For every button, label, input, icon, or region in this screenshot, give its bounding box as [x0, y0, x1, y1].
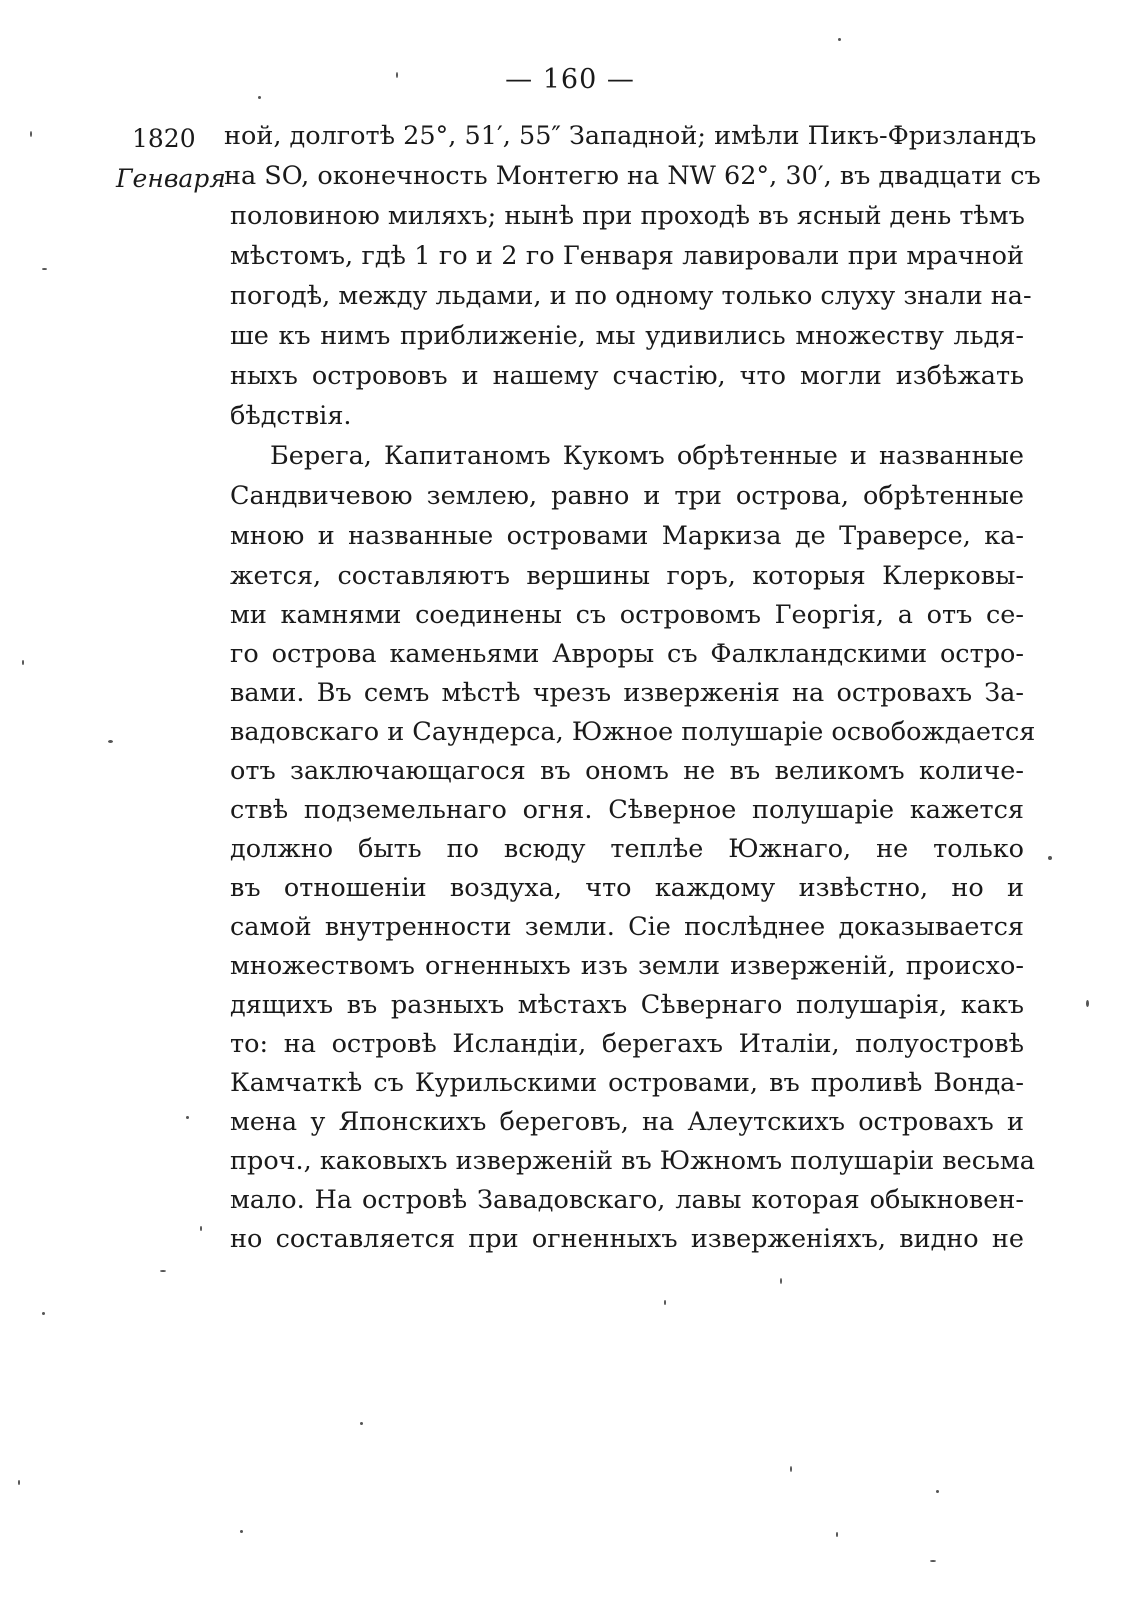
scan-speck: [360, 1422, 363, 1425]
text-line: ми камнями соединены съ островомъ Георгія, а отъ се-: [230, 600, 1024, 630]
text-line: вами. Въ семъ мѣстѣ чрезъ изверженія на островахъ За-: [230, 678, 1024, 708]
margin-note-year: 1820: [132, 124, 196, 153]
scan-speck: [1086, 1000, 1089, 1007]
scan-speck: [240, 1530, 243, 1533]
text-line: погодѣ, между льдами, и по одному только слуху знали на-: [230, 281, 1032, 311]
scan-speck: [664, 1300, 666, 1305]
scan-speck: [936, 1490, 939, 1493]
scan-speck: [836, 1532, 838, 1537]
scan-speck: [1048, 856, 1052, 860]
page-number: — 160 —: [505, 64, 635, 95]
text-line: множествомъ огненныхъ изъ земли изверженій, происхо-: [230, 951, 1024, 981]
text-line: мена у Японскихъ береговъ, на Алеутскихъ островахъ и: [230, 1107, 1024, 1137]
text-line: мѣстомъ, гдѣ 1 го и 2 го Генваря лавировали при мрачной: [230, 241, 1024, 271]
text-line: бѣдствія.: [230, 401, 352, 431]
scan-speck: [396, 72, 398, 78]
text-line: Берега, Капитаномъ Кукомъ обрѣтенные и названные: [270, 441, 1024, 471]
text-line: въ отношеніи воздуха, что каждому извѣстно, но и: [230, 873, 1024, 903]
scan-speck: [42, 268, 47, 270]
scan-speck: [258, 96, 261, 99]
text-line: мною и названные островами Маркиза де Траверсе, ка-: [230, 521, 1024, 551]
text-line: Сандвичевою землею, равно и три острова, обрѣтенные: [230, 481, 1024, 511]
text-line: жется, составляютъ вершины горъ, которыя Клерковы-: [230, 561, 1024, 591]
text-line: отъ заключающагося въ ономъ не въ великомъ количе-: [230, 756, 1024, 786]
scan-speck: [42, 1312, 45, 1315]
text-line: ствѣ подземельнаго огня. Сѣверное полушаріе кажется: [230, 795, 1024, 825]
text-line: на SO, оконечность Монтегю на NW 62°, 30′, въ двадцати съ: [224, 161, 1041, 191]
text-line: самой внутренности земли. Сіе послѣднее доказывается: [230, 912, 1024, 942]
text-line: но составляется при огненныхъ изверженіяхъ, видно не: [230, 1224, 1024, 1254]
text-line: дящихъ въ разныхъ мѣстахъ Сѣвернаго полушарія, какъ: [230, 990, 1024, 1020]
scan-speck: [160, 1270, 166, 1272]
text-line: ной, долготѣ 25°, 51′, 55″ Западной; имѣли Пикъ-Фризландъ: [224, 121, 1037, 151]
text-line: ныхъ островoвъ и нашему счастію, что могли избѣжать: [230, 361, 1024, 391]
text-line: го острова каменьями Авроры съ Фалкландскими остро-: [230, 639, 1024, 669]
text-line: Камчаткѣ съ Курильскими островами, въ проливѣ Вондa-: [230, 1068, 1024, 1098]
scan-speck: [186, 1116, 189, 1119]
text-line: то: на островѣ Исландіи, берегахъ Италіи, полуостровѣ: [230, 1029, 1024, 1059]
scan-speck: [790, 1466, 792, 1472]
text-line: проч., каковыхъ изверженій въ Южномъ полушаріи весьма: [230, 1146, 1035, 1176]
scan-speck: [18, 1480, 20, 1485]
text-line: половиною миляхъ; нынѣ при проходѣ въ ясный день тѣмъ: [230, 201, 1025, 231]
text-line: должно быть по всюду теплѣе Южнаго, не только: [230, 834, 1024, 864]
scan-speck: [200, 1226, 202, 1231]
scan-speck: [108, 740, 113, 743]
text-line: ше къ нимъ приближеніе, мы удивились множеству льдя-: [230, 321, 1024, 351]
scan-speck: [22, 660, 24, 665]
text-line: мало. На островѣ Завадовскаго, лавы которая обыкновен-: [230, 1185, 1024, 1215]
text-line: вадовскаго и Саундерса, Южное полушаріе освобождается: [230, 717, 1036, 747]
margin-note-month: Генваря: [116, 164, 226, 193]
scan-speck: [30, 131, 32, 137]
scan-speck: [930, 1560, 936, 1562]
scan-speck: [838, 38, 841, 41]
scan-speck: [780, 1278, 782, 1284]
